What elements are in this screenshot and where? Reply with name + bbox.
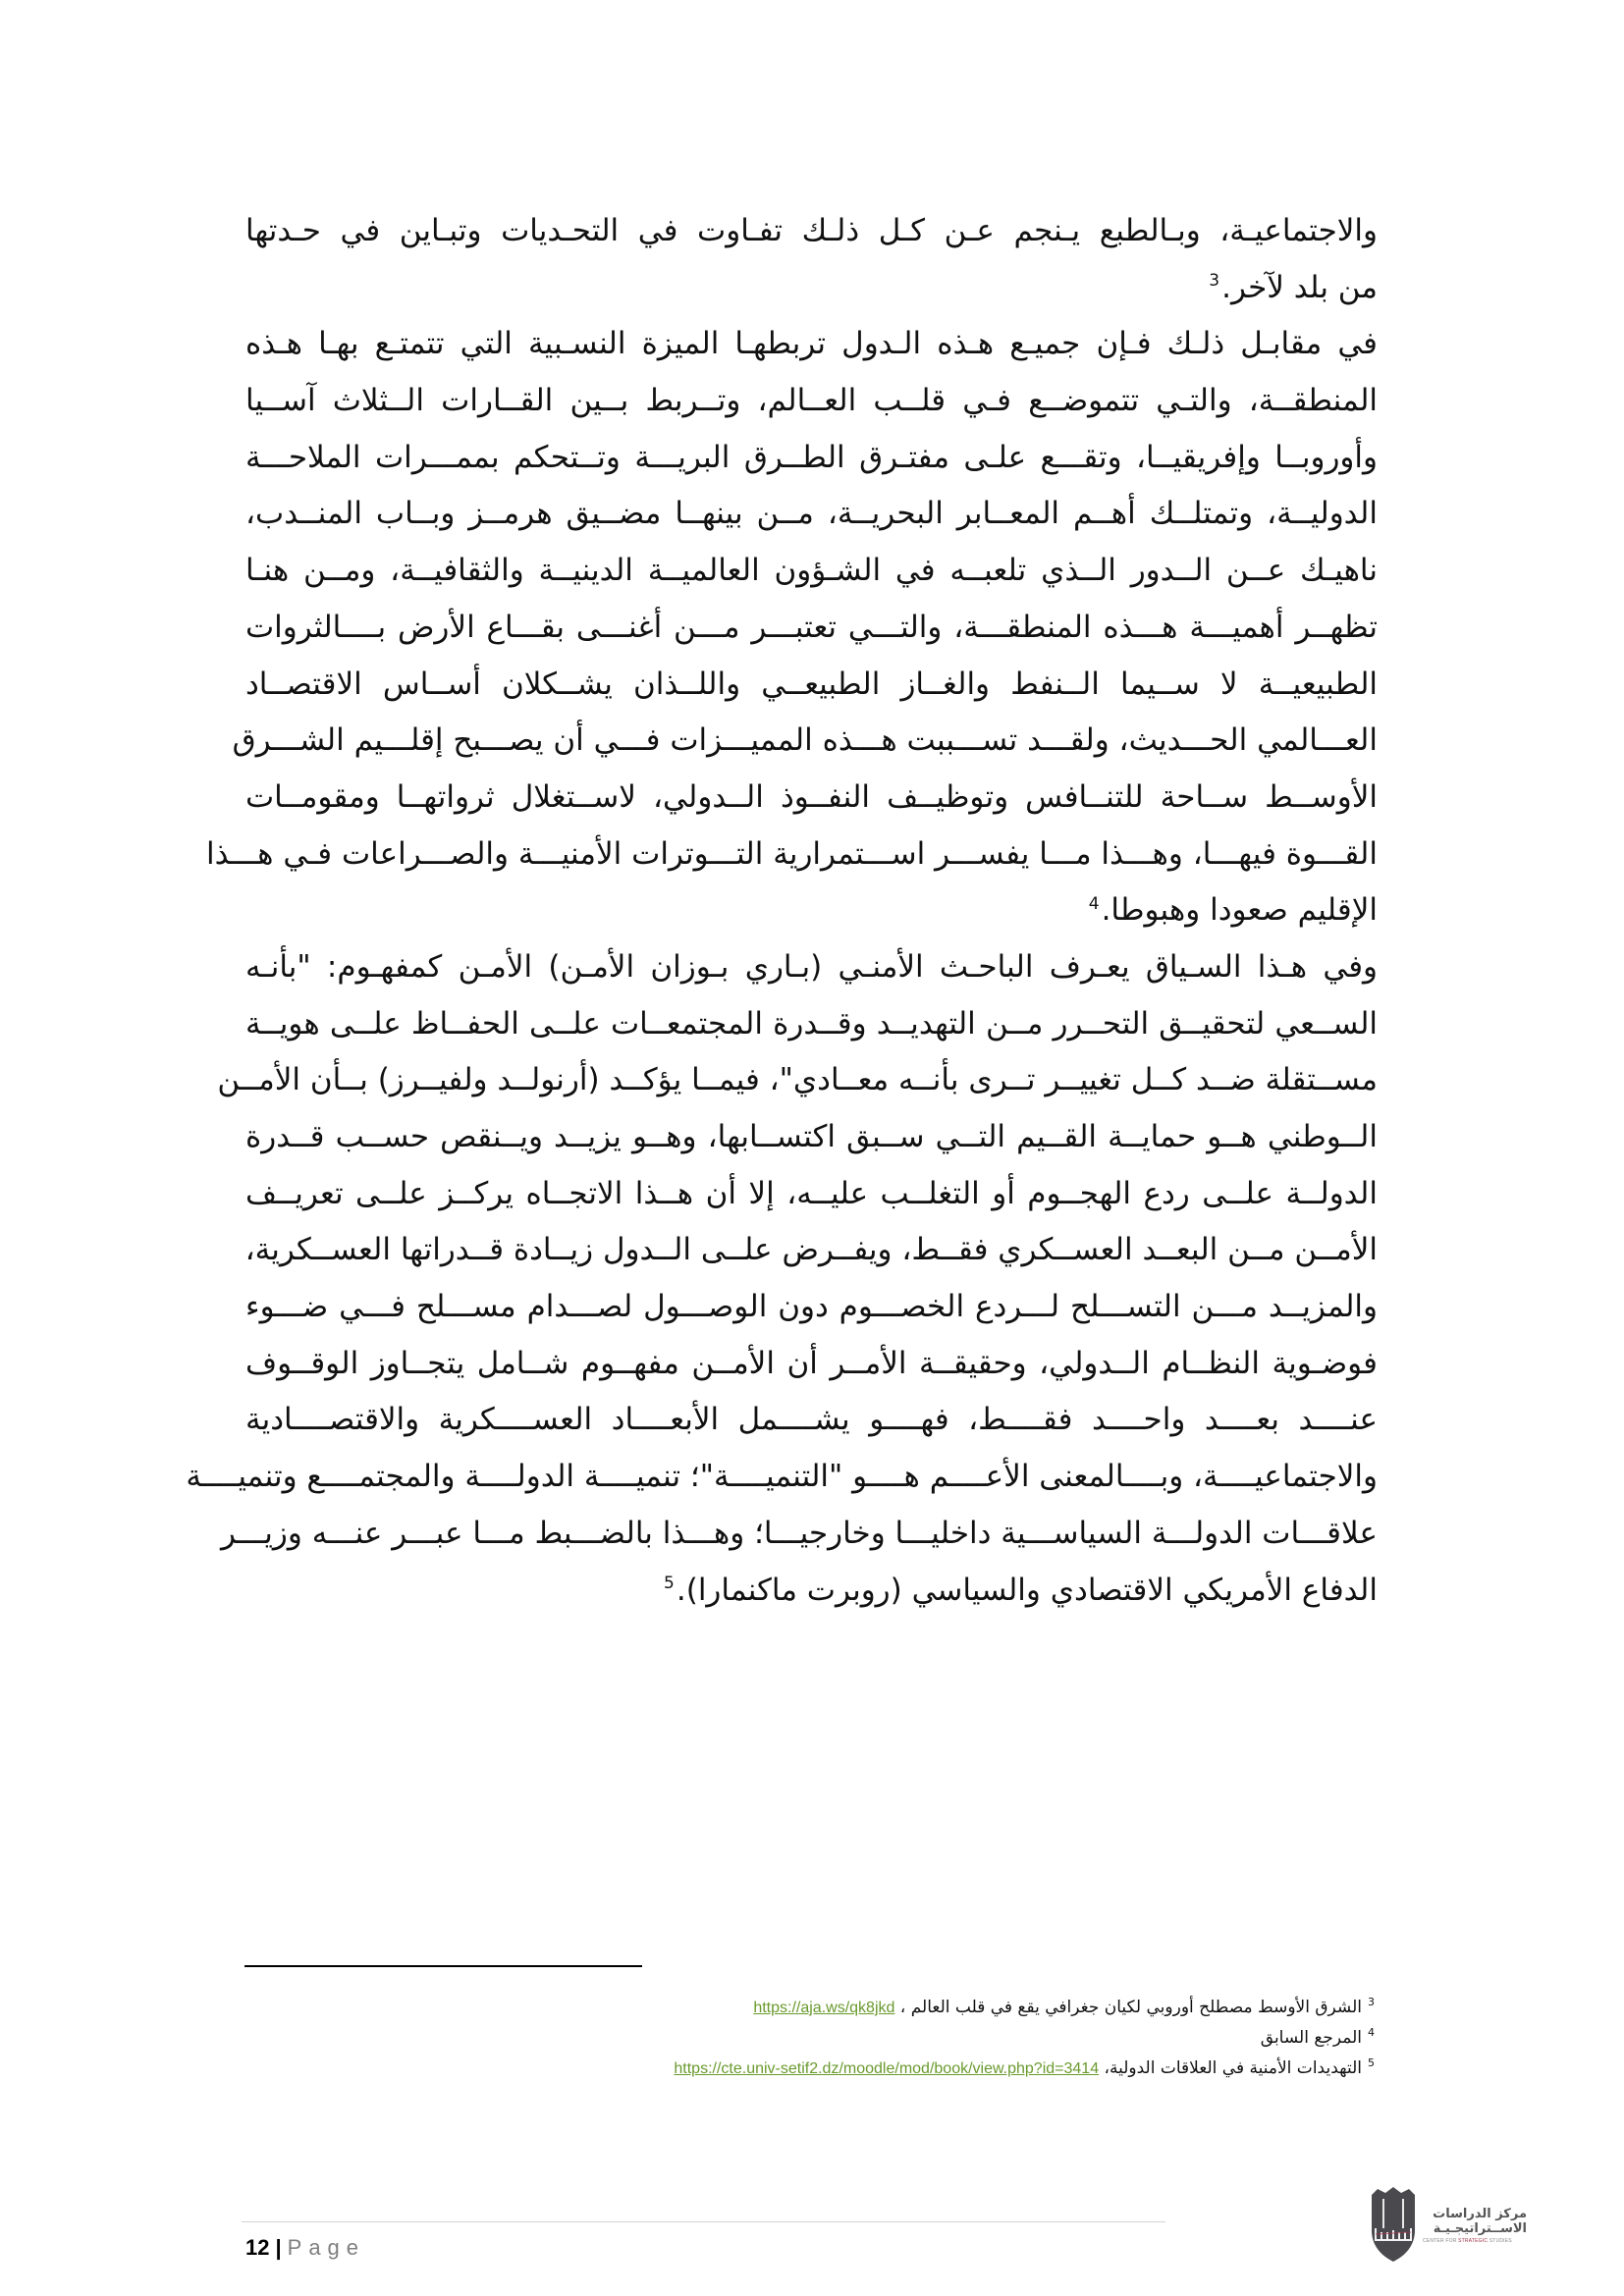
body-line-text: الــوطني هــو حمايــة القــيم التــي ســبق اكتســابها، وهــو يزيــد ويــنقص حســب قــدرة bbox=[245, 1119, 1378, 1154]
body-line bbox=[245, 1279, 1378, 1336]
body-line-text: والاجتماعيــــة، وبــــالمعنى الأعــــم هــــو "التنميــــة"؛ تنميــــة الدولــــة والمجتمــــع وتنميــــة bbox=[186, 1459, 1378, 1495]
body-line bbox=[245, 996, 1378, 1053]
footer-rule bbox=[242, 2221, 1165, 2222]
body-line bbox=[245, 882, 1378, 939]
body-line bbox=[245, 1222, 1378, 1279]
body-line bbox=[245, 657, 1378, 714]
body-line bbox=[245, 203, 1378, 260]
center-logo bbox=[1368, 2185, 1530, 2264]
body-line bbox=[245, 600, 1378, 657]
footnote-number: 5 bbox=[1368, 2056, 1375, 2070]
body-line-text: والمزيــد مـــن التســـلح لـــردع الخصـــوم دون الوصـــول لصـــدام مســـلح فـــي ضـــوء bbox=[245, 1289, 1378, 1325]
page-number bbox=[245, 2228, 365, 2268]
logo-english-pre: CENTER FOR bbox=[1423, 2238, 1459, 2244]
body-line-text: الدوليــة، وتمتلــك أهــم المعــابر البحريــة، مــن بينهــا مضــيق هرمــز وبــاب المنــدب، bbox=[245, 496, 1378, 532]
footnote-separator bbox=[244, 1965, 642, 1967]
body-line bbox=[245, 1392, 1378, 1449]
body-line-text: الســعي لتحقيــق التحــرر مــن التهديــد وقــدرة المجتمعــات علــى الحفــاظ علــى هويــة bbox=[245, 1005, 1378, 1041]
body-line bbox=[245, 939, 1378, 996]
body-line bbox=[206, 827, 1378, 883]
body-line-text: والاجتماعيـة، وبـالطبع يـنجم عـن كـل ذلـك تفـاوت في التحـديات وتبـاين في حـدتها bbox=[245, 213, 1378, 248]
body-line bbox=[245, 770, 1378, 827]
body-line bbox=[232, 713, 1378, 770]
footnote-number: 4 bbox=[1368, 2026, 1375, 2040]
footnote-text: التهديدات الأمنية في العلاقات الدولية، bbox=[1099, 2058, 1362, 2078]
body-line-text: الأمــن مــن البعــد العســكري فقــط، ويفــرض علــى الــدول زيــادة قــدراتها العســكرية، bbox=[244, 1232, 1378, 1268]
logo-english-post: STUDIES bbox=[1488, 2238, 1512, 2244]
shield-logo-icon bbox=[1368, 2185, 1419, 2264]
body-line bbox=[245, 1166, 1378, 1223]
footnote-reference[interactable]: 3 bbox=[1209, 271, 1220, 292]
body-line-text: الإقليم صعودا وهبوطا. bbox=[1101, 892, 1378, 929]
page-number-separator: | bbox=[275, 2235, 282, 2260]
footnote-link[interactable]: https://cte.univ-setif2.dz/moodle/mod/book/view.php?id=3414 bbox=[674, 2060, 1100, 2077]
body-line-text: المنطقــة، والتـي تتموضــع فـي قلــب العــالم، وتــربط بــين القــارات الــثلاث آســيا bbox=[245, 383, 1378, 419]
body-line-text: علاقـــات الدولـــة السياســـية داخليـــا وخارجيـــا؛ وهـــذا بالضـــبط مـــا عبـــر عنـــه وزيـــر bbox=[220, 1515, 1378, 1551]
body-text bbox=[186, 203, 1378, 1619]
logo-english-text bbox=[1423, 2236, 1527, 2246]
body-line bbox=[245, 260, 1378, 317]
body-line bbox=[245, 430, 1378, 487]
footnotes bbox=[245, 1993, 1375, 2084]
footnote-item bbox=[245, 2023, 1375, 2054]
footnote-number: 3 bbox=[1368, 1996, 1375, 2009]
body-line bbox=[217, 1052, 1378, 1109]
body-line bbox=[186, 1449, 1378, 1506]
logo-arabic-line-2: الاســتراتيجـيـة bbox=[1433, 2221, 1527, 2236]
body-line bbox=[245, 316, 1378, 373]
footnote-text: الشرق الأوسط مصطلح أوروبي لكيان جغرافي يقع في قلب العالم ، bbox=[894, 1998, 1362, 2017]
body-line bbox=[245, 543, 1378, 600]
page-label: Page bbox=[287, 2235, 366, 2260]
logo-text bbox=[1423, 2207, 1527, 2246]
body-line bbox=[245, 1109, 1378, 1166]
footnote-reference[interactable]: 5 bbox=[664, 1574, 675, 1594]
logo-english-highlight: STRATEGIC bbox=[1458, 2238, 1489, 2244]
body-line-text: تظهــر أهميـــة هـــذه المنطقـــة، والتـــي تعتبـــر مـــن أغنـــى بقـــاع الأرض بــــالثروات bbox=[245, 609, 1378, 645]
body-line-text: فوضـوية النظــام الــدولي، وحقيقــة الأمــر أن الأمــن مفهــوم شــامل يتجــاوز الوقــوف bbox=[245, 1345, 1378, 1381]
body-line-text: الطبيعيــة لا ســيما الــنفط والغــاز الطبيعــي واللــذان يشــكلان أســاس الاقتصــاد bbox=[245, 666, 1378, 702]
body-line bbox=[245, 1336, 1378, 1393]
body-line-text: القـــوة فيهـــا، وهـــذا مـــا يفســـر اســـتمرارية التـــوترات الأمنيـــة والصـــراعات فـي هـــذا bbox=[206, 835, 1378, 872]
body-line-text: وفي هـذا السـياق يعـرف الباحـث الأمنـي (بـاري بـوزان الأمـن) الأمـن كمفهـوم: "بأنـه bbox=[245, 948, 1378, 985]
body-line-text: ناهيـك عــن الــدور الــذي تلعبــه في الشـؤون العالميــة الدينيــة والثقافيــة، ومــن هنـا bbox=[245, 553, 1378, 589]
body-line-text: عنــــد بعــــد واحــــد فقــــط، فهــــو يشــــمل الأبعــــاد العســــكرية والاقتصــــادية bbox=[245, 1402, 1378, 1438]
body-line-text: من بلد لآخر. bbox=[1221, 269, 1378, 305]
body-line-text: الدولــة علــى ردع الهجــوم أو التغلــب عليــه، إلا أن هــذا الاتجــاه يركــز علــى تعريــف bbox=[245, 1175, 1378, 1211]
body-line bbox=[245, 373, 1378, 430]
footnote-item bbox=[245, 2054, 1375, 2084]
body-line-text: الأوســط ســاحة للتنــافس وتوظيــف النفــوذ الــدولي، لاســتغلال ثرواتهــا ومقومــات bbox=[245, 778, 1378, 815]
body-line bbox=[245, 486, 1378, 543]
footnote-text: المرجع السابق bbox=[1260, 2028, 1362, 2048]
body-line-text: العـــالمي الحـــديث، ولقـــد تســـببت هـــذه المميـــزات فـــي أن يصـــبح إقلـــيم الشـــرق bbox=[232, 722, 1378, 759]
body-line-text: في مقابـل ذلـك فـإن جميـع هـذه الـدول تربطهـا الميزة النسـبية التي تتمتـع بهـا هـذه bbox=[245, 326, 1378, 362]
body-line-text: وأوروبــا وإفريقيــا، وتقـــع علـى مفتـرق الطــرق البريـــة وتــتحكم بممـــرات الملاحـــة bbox=[245, 439, 1378, 475]
body-line-text: مســتقلة ضــد كــل تغييــر تــرى بأنــه معــادي"، فيمــا يؤكــد (أرنولــد ولفيــرز) بــأن الأمــن bbox=[217, 1062, 1378, 1098]
body-line bbox=[220, 1506, 1378, 1563]
body-line bbox=[245, 1563, 1378, 1620]
footnote-reference[interactable]: 4 bbox=[1088, 893, 1100, 914]
footnote-item bbox=[245, 1993, 1375, 2023]
body-line-text: الدفاع الأمريكي الاقتصادي والسياسي (روبرت ماكنمارا). bbox=[676, 1572, 1378, 1608]
logo-arabic-line-1: مركز الدراسات bbox=[1433, 2207, 1527, 2221]
footnote-link[interactable]: https://aja.ws/qk8jkd bbox=[753, 2000, 895, 2016]
page-number-value: 12 bbox=[245, 2235, 270, 2260]
